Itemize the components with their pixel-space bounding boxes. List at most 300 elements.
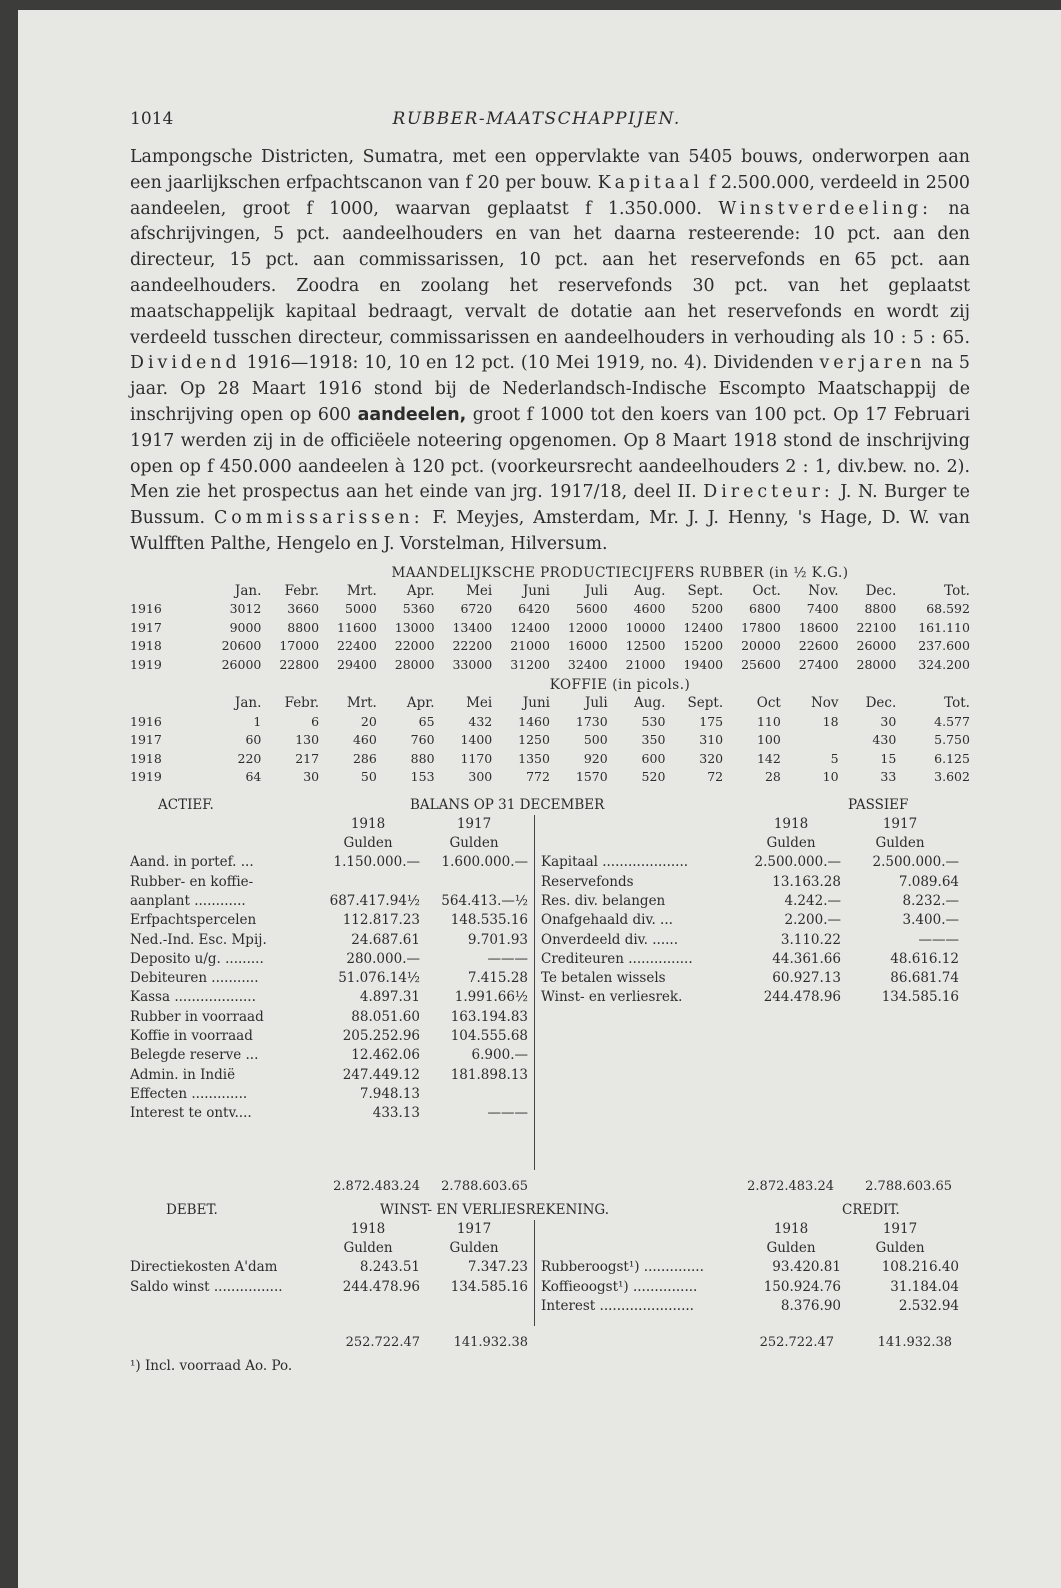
page-number: 1014 [130, 109, 174, 129]
month-header: Dec. [865, 582, 897, 599]
ledger-value: 112.817.23 [342, 912, 420, 929]
month-header: Nov [810, 695, 839, 712]
value-cell: 15200 [683, 638, 724, 654]
value-cell: 217 [295, 750, 320, 766]
ledger-row [130, 1008, 534, 1027]
total-value: 252.722.47 [345, 1335, 420, 1351]
ledger-row [130, 853, 534, 872]
month-header: Juli [584, 695, 608, 712]
value-cell: 72 [707, 769, 724, 785]
footnote: ¹) Incl. voorraad Ao. Po. [130, 1358, 293, 1375]
total-value: 2.872.483.24 [747, 1178, 834, 1194]
value-cell: 4.577 [934, 713, 970, 729]
month-header: Sept. [687, 695, 724, 712]
ledger-value: 247.449.12 [342, 1066, 420, 1083]
winst-title: WINST- EN VERLIESREKENING. [380, 1201, 610, 1218]
ledger-value: 31.184.04 [890, 1278, 959, 1295]
ledger-row [130, 892, 534, 911]
month-header: Mei [466, 695, 493, 712]
table-row [130, 656, 970, 675]
ledger-label: Koffieoogst¹) ............... [541, 1278, 698, 1295]
value-cell: 130 [295, 732, 320, 748]
total-value: 141.932.38 [877, 1335, 952, 1351]
ledger-label: Interest te ontv.... [130, 1105, 252, 1122]
ledger-value: 3.400.— [902, 912, 959, 929]
balans-totals [130, 1176, 970, 1198]
value-cell: 27400 [798, 656, 839, 672]
column-years [541, 1220, 970, 1239]
running-header [130, 105, 970, 133]
value-cell: 33000 [452, 656, 493, 672]
ledger-value: 48.616.12 [890, 950, 959, 967]
total-value: 141.932.38 [453, 1335, 528, 1351]
commissarissen-label: Commissarissen: [213, 508, 424, 529]
value-cell: 1570 [575, 769, 608, 785]
ledger-row [130, 1104, 534, 1123]
value-cell: 310 [699, 732, 724, 748]
month-header: Jan. [234, 582, 262, 599]
month-header: Jan. [234, 695, 262, 712]
value-cell: 21000 [625, 656, 666, 672]
value-cell: 17800 [741, 619, 781, 635]
ledger-value: 86.681.74 [890, 970, 959, 987]
ledger-value: 12.462.06 [351, 1047, 420, 1064]
month-header: Mrt. [346, 695, 377, 712]
value-cell: 142 [756, 750, 781, 766]
value-cell: 300 [468, 769, 493, 785]
text-segment: f 20 per bouw. [465, 172, 598, 193]
column-units [541, 1239, 970, 1258]
value-cell: 10000 [625, 619, 666, 635]
year-cell: 1918 [130, 638, 162, 654]
value-cell: 4600 [633, 601, 666, 617]
dividend-label: Dividend [130, 353, 241, 374]
text-segment: na 5 jaar. Op 28 Maart 1916 stond bij de Nederlandsch-Indische Escompto Maatschappij de inschrijving open op 600 [130, 353, 970, 425]
ledger-label: Koffie in voorraad [130, 1028, 253, 1045]
month-header: Aug. [634, 582, 666, 599]
value-cell: 5360 [402, 601, 435, 617]
ledger-label: Erfpachtspercelen [130, 912, 257, 929]
month-header: Juni [522, 695, 550, 712]
ledger-value: 1.600.000.— [441, 854, 528, 871]
koffie-production-table [130, 694, 970, 787]
unit-header: Gulden [875, 1240, 925, 1257]
value-cell: 18 [822, 713, 839, 729]
ledger-value: 564.413.—½ [441, 892, 528, 909]
ledger-value: 148.535.16 [450, 912, 528, 929]
ledger-label: Winst- en verliesrek. [541, 989, 683, 1006]
ledger-row [541, 988, 970, 1007]
ledger-label: Crediteuren ............... [541, 950, 693, 967]
ledger-value [420, 873, 528, 892]
ledger-value: 433.13 [372, 1105, 420, 1122]
value-cell: 26000 [856, 638, 897, 654]
value-cell: 3.602 [934, 769, 970, 785]
value-cell: 3660 [287, 601, 320, 617]
ledger-row [130, 1258, 534, 1277]
text-segment: na afschrijvingen, 5 pct. aandeelhouders en van het daarna resteerende: 10 pct. aan den directeur, 15 pct. aan commissarissen, 10 pct. aan het reservefonds en 65 pct. aan aandeelhouders. Zoodra en zoolang het reservefonds 30 pct. van het geplaatst maatschappelijk kapitaal bedraagt, vervalt de dotatie aan het reservefonds en wordt zij verdeeld tusschen directeur, commissarissen en aandeelhouders in verhouding als 10 : 5 : 65. [130, 198, 970, 348]
balans-title: BALANS OP 31 DECEMBER [410, 796, 605, 813]
value-cell: 5 [830, 750, 839, 766]
page-content [130, 105, 970, 1376]
ledger-label: Aand. in portef. ... [130, 854, 254, 871]
value-cell: 32400 [567, 656, 608, 672]
ledger-row [130, 969, 534, 988]
ledger-label: Onverdeeld div. ...... [541, 931, 679, 948]
rubber-table-caption: MAANDELIJKSCHE PRODUCTIECIJFERS RUBBER (in ½ K.G.) [391, 564, 849, 581]
total-value: 2.872.483.24 [333, 1178, 420, 1194]
year-header: 1918 [350, 1220, 386, 1237]
month-header: Mei [466, 582, 493, 599]
value-cell: 65 [418, 713, 435, 729]
value-cell: 350 [641, 732, 666, 748]
value-cell: 22000 [394, 638, 435, 654]
ledger-row [130, 1278, 534, 1297]
ledger-value: 8.243.51 [359, 1259, 420, 1276]
ledger-label: Res. div. belangen [541, 892, 666, 909]
value-cell: 1250 [518, 732, 550, 748]
value-cell: 9000 [229, 619, 262, 635]
passief-label: PASSIEF [848, 796, 909, 813]
value-cell: 17000 [279, 638, 320, 654]
table-row [130, 731, 970, 750]
aandeelen-label: aandeelen, [357, 404, 467, 425]
ledger-value: 2.500.000.— [872, 854, 959, 871]
value-cell: 12500 [625, 638, 666, 654]
value-cell: 22100 [856, 619, 897, 635]
ledger-row [541, 853, 970, 872]
value-cell: 5600 [575, 601, 608, 617]
table-row [130, 619, 970, 638]
value-cell: 324.200 [918, 656, 970, 672]
unit-header: Gulden [343, 1240, 393, 1257]
ledger-label: Interest ...................... [541, 1297, 694, 1314]
value-cell: 5200 [691, 601, 724, 617]
ledger-row [541, 969, 970, 988]
month-header: Dec. [865, 695, 897, 712]
ledger-row [541, 911, 970, 930]
value-cell: 18600 [798, 619, 839, 635]
rubber-production-table [130, 582, 970, 675]
directeur-label: Directeur: [703, 482, 834, 503]
ledger-value: 51.076.14½ [338, 970, 420, 987]
ledger-label: Admin. in Indië [130, 1066, 236, 1083]
column-units [541, 834, 970, 853]
table-row [130, 637, 970, 656]
ledger-value: 7.948.13 [359, 1085, 420, 1102]
credit-label: CREDIT. [842, 1201, 900, 1218]
value-cell [781, 731, 839, 750]
ledger-row [130, 988, 534, 1007]
ledger-value: 244.478.96 [763, 989, 841, 1006]
value-cell: 22600 [798, 638, 839, 654]
table-row [130, 713, 970, 732]
ledger-label: Te betalen wissels [541, 970, 666, 987]
year-cell: 1916 [130, 601, 162, 617]
ledger-value [420, 1085, 528, 1104]
value-cell: 432 [468, 713, 493, 729]
month-header: Juli [584, 582, 608, 599]
ledger-label: Saldo winst ................ [130, 1278, 283, 1295]
value-cell: 28000 [856, 656, 897, 672]
ledger-value: 93.420.81 [772, 1259, 841, 1276]
value-cell: 6 [311, 713, 320, 729]
month-header: Sept. [687, 582, 724, 599]
year-header: 1917 [882, 815, 918, 832]
ledger-label: Rubber- en koffie- [130, 873, 254, 890]
company-description [130, 145, 970, 558]
ledger-row [541, 950, 970, 969]
unit-header: Gulden [766, 1240, 816, 1257]
actief-column [130, 815, 534, 1170]
text-segment: F. Meyjes, Amsterdam, Mr. J. J. Henny, 's Hage, D. W. van Wulfften Palthe, Hengelo en J. Vorstelman, Hilversum. [130, 508, 970, 554]
ledger-row [130, 911, 534, 930]
value-cell: 110 [756, 713, 781, 729]
text-segment: J. N. Burger te Bussum. [130, 482, 970, 529]
value-cell: 6720 [460, 601, 493, 617]
value-cell: 5.750 [934, 732, 970, 748]
value-cell: 28000 [394, 656, 435, 672]
month-header: Aug. [634, 695, 666, 712]
year-cell: 1918 [130, 750, 162, 766]
value-cell: 13400 [452, 619, 493, 635]
balans-title-row [130, 797, 970, 815]
ledger-value: 60.927.13 [772, 970, 841, 987]
ledger-label: Directiekosten A'dam [130, 1259, 278, 1276]
value-cell: 68.592 [926, 601, 970, 617]
month-header: Febr. [284, 695, 320, 712]
value-cell: 10 [822, 769, 839, 785]
value-cell: 153 [410, 769, 435, 785]
ledger-value: 2.200.— [784, 912, 841, 929]
value-cell: 8800 [864, 601, 897, 617]
ledger-label: Deposito u/g. ......... [130, 950, 264, 967]
month-header: Nov. [808, 582, 839, 599]
unit-header: Gulden [449, 835, 499, 852]
ledger-row [541, 873, 970, 892]
month-header: Mrt. [346, 582, 377, 599]
value-cell: 20000 [741, 638, 781, 654]
value-cell: 7400 [806, 601, 839, 617]
column-units [130, 1239, 534, 1258]
ledger-value: 2.532.94 [898, 1297, 959, 1314]
debet-column [130, 1220, 534, 1326]
unit-header: Gulden [449, 1240, 499, 1257]
running-title: RUBBER-MAATSCHAPPIJEN. [392, 109, 681, 129]
winst-table [130, 1220, 970, 1326]
value-cell: 20600 [221, 638, 262, 654]
value-cell: 6.125 [934, 750, 970, 766]
ledger-value: 6.900.— [471, 1047, 528, 1064]
ledger-value: 3.110.22 [780, 931, 841, 948]
value-cell: 30 [303, 769, 320, 785]
winst-totals [130, 1332, 970, 1354]
year-header: 1917 [456, 1220, 492, 1237]
value-cell: 31200 [510, 656, 550, 672]
ledger-value: 134.585.16 [450, 1278, 528, 1295]
ledger-value: 13.163.28 [772, 873, 841, 890]
scanned-page [18, 10, 1061, 1588]
table-header-row [130, 694, 970, 713]
table-row [130, 600, 970, 619]
value-cell: 460 [352, 732, 377, 748]
ledger-label: Onafgehaald div. ... [541, 912, 673, 929]
value-cell: 29400 [337, 656, 377, 672]
balans-table [130, 815, 970, 1170]
text-segment: groot f 1000 tot den koers van 100 pct. Op 17 Februari 1917 werden zij in de officiëele noteering opgenomen. Op 8 Maart 1918 stond de inschrijving open op f 450.000 aandeelen à 120 pct. (voorkeursrecht aandeelhouders 2 : 1, div.bew. no. 2). Men zie het prospectus aan het einde van jrg. 1917/18, deel II. [130, 404, 970, 503]
value-cell: 3012 [229, 601, 262, 617]
year-header: 1918 [773, 815, 809, 832]
year-header: 1917 [456, 815, 492, 832]
value-cell: 50 [360, 769, 377, 785]
value-cell: 60 [245, 732, 262, 748]
ledger-value: ——— [487, 950, 528, 967]
value-cell: 22200 [452, 638, 493, 654]
year-cell: 1917 [130, 619, 162, 635]
ledger-value: 44.361.66 [772, 950, 841, 967]
ledger-value: 1.991.66½ [454, 989, 528, 1006]
ledger-value: 9.701.93 [467, 931, 528, 948]
winstverdeeling-label: Winstverdeeling: [718, 198, 933, 219]
month-header: Oct [756, 695, 781, 712]
value-cell: 520 [641, 769, 666, 785]
value-cell: 30 [880, 713, 897, 729]
ledger-value: 280.000.— [346, 950, 420, 967]
unit-header: Gulden [343, 835, 393, 852]
value-cell: 12000 [567, 619, 608, 635]
total-value: 252.722.47 [759, 1335, 834, 1351]
ledger-row [130, 873, 534, 892]
ledger-value [316, 873, 420, 892]
value-cell: 1730 [575, 713, 608, 729]
ledger-value: 134.585.16 [881, 989, 959, 1006]
ledger-value: 108.216.40 [881, 1259, 959, 1276]
ledger-value: 4.897.31 [359, 989, 420, 1006]
value-cell: 161.110 [918, 619, 970, 635]
value-cell: 920 [583, 750, 608, 766]
value-cell: 530 [641, 713, 666, 729]
value-cell: 880 [410, 750, 435, 766]
value-cell: 22400 [337, 638, 377, 654]
value-cell: 20 [360, 713, 377, 729]
ledger-value: ——— [918, 931, 959, 948]
year-cell: 1919 [130, 769, 162, 785]
value-cell: 1460 [518, 713, 550, 729]
value-cell: 25600 [741, 656, 781, 672]
ledger-value: 7.089.64 [898, 873, 959, 890]
ledger-label: Kassa ................... [130, 989, 256, 1006]
year-header: 1918 [773, 1220, 809, 1237]
value-cell: 15 [880, 750, 897, 766]
month-header: Apr. [406, 582, 435, 599]
value-cell: 5000 [345, 601, 377, 617]
column-years [130, 815, 534, 834]
credit-column [534, 1220, 970, 1326]
ledger-value: 1.150.000.— [333, 854, 420, 871]
value-cell: 8800 [287, 619, 320, 635]
ledger-value: 163.194.83 [450, 1008, 528, 1025]
ledger-label: Rubberoogst¹) .............. [541, 1259, 704, 1276]
value-cell: 13000 [394, 619, 435, 635]
unit-header: Gulden [875, 835, 925, 852]
value-cell: 760 [410, 732, 435, 748]
koffie-table-caption: KOFFIE (in picols.) [549, 677, 691, 694]
value-cell: 237.600 [918, 638, 970, 654]
year-column-header [130, 582, 204, 601]
verjaren-label: verjaren [819, 353, 926, 374]
ledger-row [130, 1085, 534, 1104]
text-segment: Lampongsche Districten, Sumatra, met een oppervlakte van 5405 bouws, onderworpen aan een jaarlijkschen erfpachtscanon van [130, 147, 970, 193]
value-cell: 12400 [683, 619, 724, 635]
value-cell: 286 [352, 750, 377, 766]
ledger-value: 181.898.13 [450, 1066, 528, 1083]
value-cell: 11600 [337, 619, 377, 635]
kapitaal-label: Kapitaal [597, 172, 704, 193]
total-value: 2.788.603.65 [865, 1178, 952, 1194]
year-cell: 1919 [130, 656, 162, 672]
column-years [130, 1220, 534, 1239]
value-cell: 175 [699, 713, 724, 729]
value-cell: 28 [764, 769, 781, 785]
year-cell: 1917 [130, 732, 162, 748]
value-cell: 64 [245, 769, 262, 785]
ledger-row [541, 1258, 970, 1277]
ledger-value: 24.687.61 [351, 931, 420, 948]
text-segment: f 2.500.000, verdeeld in 2500 aandeelen, groot f 1000, waarvan geplaatst f 1.350.000. [130, 172, 970, 219]
value-cell: 12400 [510, 619, 550, 635]
month-header: Juni [522, 582, 550, 599]
ledger-row [541, 931, 970, 950]
ledger-value: 2.500.000.— [754, 854, 841, 871]
ledger-row [130, 1027, 534, 1046]
ledger-row [130, 931, 534, 950]
value-cell: 500 [583, 732, 608, 748]
ledger-row [541, 1278, 970, 1297]
value-cell: 1 [253, 713, 262, 729]
ledger-label: Debiteuren ........... [130, 970, 259, 987]
ledger-value: ——— [487, 1105, 528, 1122]
total-value: 2.788.603.65 [441, 1178, 528, 1194]
winst-title-row [130, 1202, 970, 1220]
value-cell: 6420 [518, 601, 550, 617]
value-cell: 100 [756, 732, 781, 748]
ledger-value: 8.376.90 [780, 1297, 841, 1314]
actief-label: ACTIEF. [158, 796, 214, 813]
month-header: Tot. [944, 582, 970, 599]
ledger-value: 687.417.94½ [329, 892, 420, 909]
ledger-label: Reservefonds [541, 873, 634, 890]
ledger-value: 205.252.96 [342, 1028, 420, 1045]
year-column-header [130, 694, 204, 713]
month-header: Oct. [752, 582, 781, 599]
table-row [130, 750, 970, 769]
ledger-value: 104.555.68 [450, 1028, 528, 1045]
passief-column [534, 815, 970, 1170]
ledger-value: 150.924.76 [763, 1278, 841, 1295]
value-cell: 1350 [518, 750, 550, 766]
value-cell: 21000 [510, 638, 550, 654]
table-header-row [130, 582, 970, 601]
value-cell: 600 [641, 750, 666, 766]
column-units [130, 834, 534, 853]
ledger-label: Rubber in voorraad [130, 1008, 264, 1025]
value-cell: 1400 [460, 732, 493, 748]
month-header: Apr. [406, 695, 435, 712]
value-cell: 33 [880, 769, 897, 785]
month-header: Febr. [284, 582, 320, 599]
ledger-value: 88.051.60 [351, 1008, 420, 1025]
value-cell: 26000 [221, 656, 262, 672]
